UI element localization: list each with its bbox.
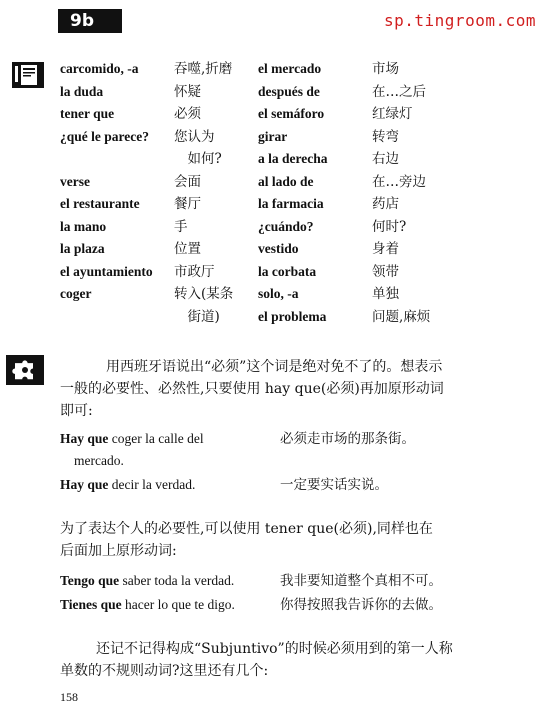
vocab-right-es	[258, 58, 328, 328]
vocab-translation: 单独	[372, 286, 399, 302]
vocab-translation: 市场	[372, 61, 399, 77]
vocab-term: ¿qué le parece?	[60, 128, 149, 144]
grammar-paragraph-2-line-2: 后面加上原形动词:	[60, 543, 177, 559]
vocab-term: al lado de	[258, 173, 314, 189]
vocab-translation: 会面	[174, 173, 201, 190]
vocab-translation: 在…之后	[372, 83, 426, 100]
vocab-translation: 餐厅	[174, 196, 201, 212]
vocab-translation: 在…旁边	[372, 173, 426, 190]
vocab-translation: 红绿灯	[372, 106, 413, 122]
vocab-term: carcomido, -a	[60, 61, 139, 76]
example-2-keyword: Hay que	[60, 477, 109, 492]
vocab-left-es	[60, 58, 153, 328]
page-number: 158	[60, 690, 78, 704]
vocab-term: vestido	[258, 241, 299, 256]
example-3-zh: 我非要知道整个真相不可。	[280, 573, 442, 589]
example-1-es	[60, 428, 204, 450]
example-4-zh: 你得按照我告诉你的去做。	[280, 597, 442, 613]
grammar-paragraph-2-line-1: 为了表达个人的必要性,可以使用 tener que(必须),同样也在	[60, 521, 433, 537]
example-1-keyword: Hay que	[60, 431, 109, 446]
vocab-left-zh	[174, 58, 233, 328]
grammar-paragraph-1-line-1: 用西班牙语说出“必须”这个词是绝对免不了的。想表示	[106, 359, 443, 375]
vocab-term: girar	[258, 128, 288, 144]
grammar-paragraph-1-line-2: 一般的必要性、必然性,只要使用 hay que(必须)再加原形动词	[60, 381, 444, 397]
vocab-term: a la derecha	[258, 151, 328, 166]
vocab-translation: 何时?	[372, 218, 407, 235]
vocab-translation: 手	[174, 218, 188, 235]
vocab-term: el semáforo	[258, 106, 325, 121]
vocab-term: coger	[60, 286, 92, 301]
example-1-zh: 必须走市场的那条街。	[280, 431, 415, 447]
vocab-term: el problema	[258, 308, 327, 324]
vocab-translation: 转弯	[372, 128, 399, 145]
vocab-translation: 身着	[372, 241, 399, 257]
vocab-translation: 领带	[372, 263, 399, 280]
vocab-translation: 位置	[174, 241, 201, 257]
vocab-term: la duda	[60, 83, 104, 99]
example-4-rest: hacer lo que te digo.	[121, 597, 235, 612]
example-4-keyword: Tienes que	[60, 597, 122, 612]
vocab-term: la farmacia	[258, 196, 324, 211]
vocab-translation: 怀疑	[174, 83, 201, 100]
vocab-term: después de	[258, 83, 320, 99]
chapter-tab: 9b	[58, 9, 122, 33]
vocab-translation: 必须	[174, 106, 201, 122]
vocab-term: ¿cuándo?	[258, 218, 314, 234]
grammar-paragraph-3-line-2: 单数的不规则动词?这里还有几个:	[60, 663, 269, 679]
watermark-url: sp.tingroom.com	[384, 11, 536, 30]
vocab-term: la corbata	[258, 263, 317, 279]
vocab-translation: 转入(某条	[174, 286, 234, 302]
vocab-translation: 药店	[372, 196, 399, 212]
example-1-rest: coger la calle del	[108, 431, 204, 446]
vocab-term	[60, 148, 153, 171]
vocab-translation: 吞噬,折磨	[174, 61, 233, 77]
vocab-translation: 右边	[372, 151, 399, 167]
example-3-keyword: Tengo que	[60, 573, 120, 588]
vocab-translation: 市政厅	[174, 263, 215, 280]
vocab-term: tener que	[60, 106, 115, 121]
vocab-term: la plaza	[60, 241, 105, 256]
example-2-es	[60, 474, 195, 496]
vocab-term	[60, 306, 153, 329]
vocab-term: verse	[60, 173, 90, 189]
puzzle-icon	[6, 355, 44, 385]
grammar-paragraph-3-line-1: 还记不记得构成“Subjuntivo”的时候必须用到的第一人称	[96, 641, 453, 657]
book-icon	[12, 60, 44, 90]
example-4-es	[60, 594, 235, 616]
grammar-paragraph-1-line-3: 即可:	[60, 403, 93, 419]
vocab-term: el ayuntamiento	[60, 263, 153, 279]
example-3-es	[60, 570, 234, 592]
vocab-term: la mano	[60, 218, 107, 234]
vocab-translation: 街道)	[174, 308, 220, 325]
example-2-zh: 一定要实话实说。	[280, 477, 388, 493]
vocab-translation: 问题,麻烦	[372, 308, 431, 325]
example-3-rest: saber toda la verdad.	[119, 573, 235, 588]
example-1-es-continued: mercado.	[74, 453, 124, 468]
vocab-term: el restaurante	[60, 196, 140, 211]
vocab-term: el mercado	[258, 61, 322, 76]
vocab-translation: 您认为	[174, 128, 215, 145]
vocab-translation: 如何?	[174, 151, 222, 167]
vocab-right-zh	[372, 58, 430, 328]
example-2-rest: decir la verdad.	[108, 477, 196, 492]
vocab-term: solo, -a	[258, 286, 299, 301]
